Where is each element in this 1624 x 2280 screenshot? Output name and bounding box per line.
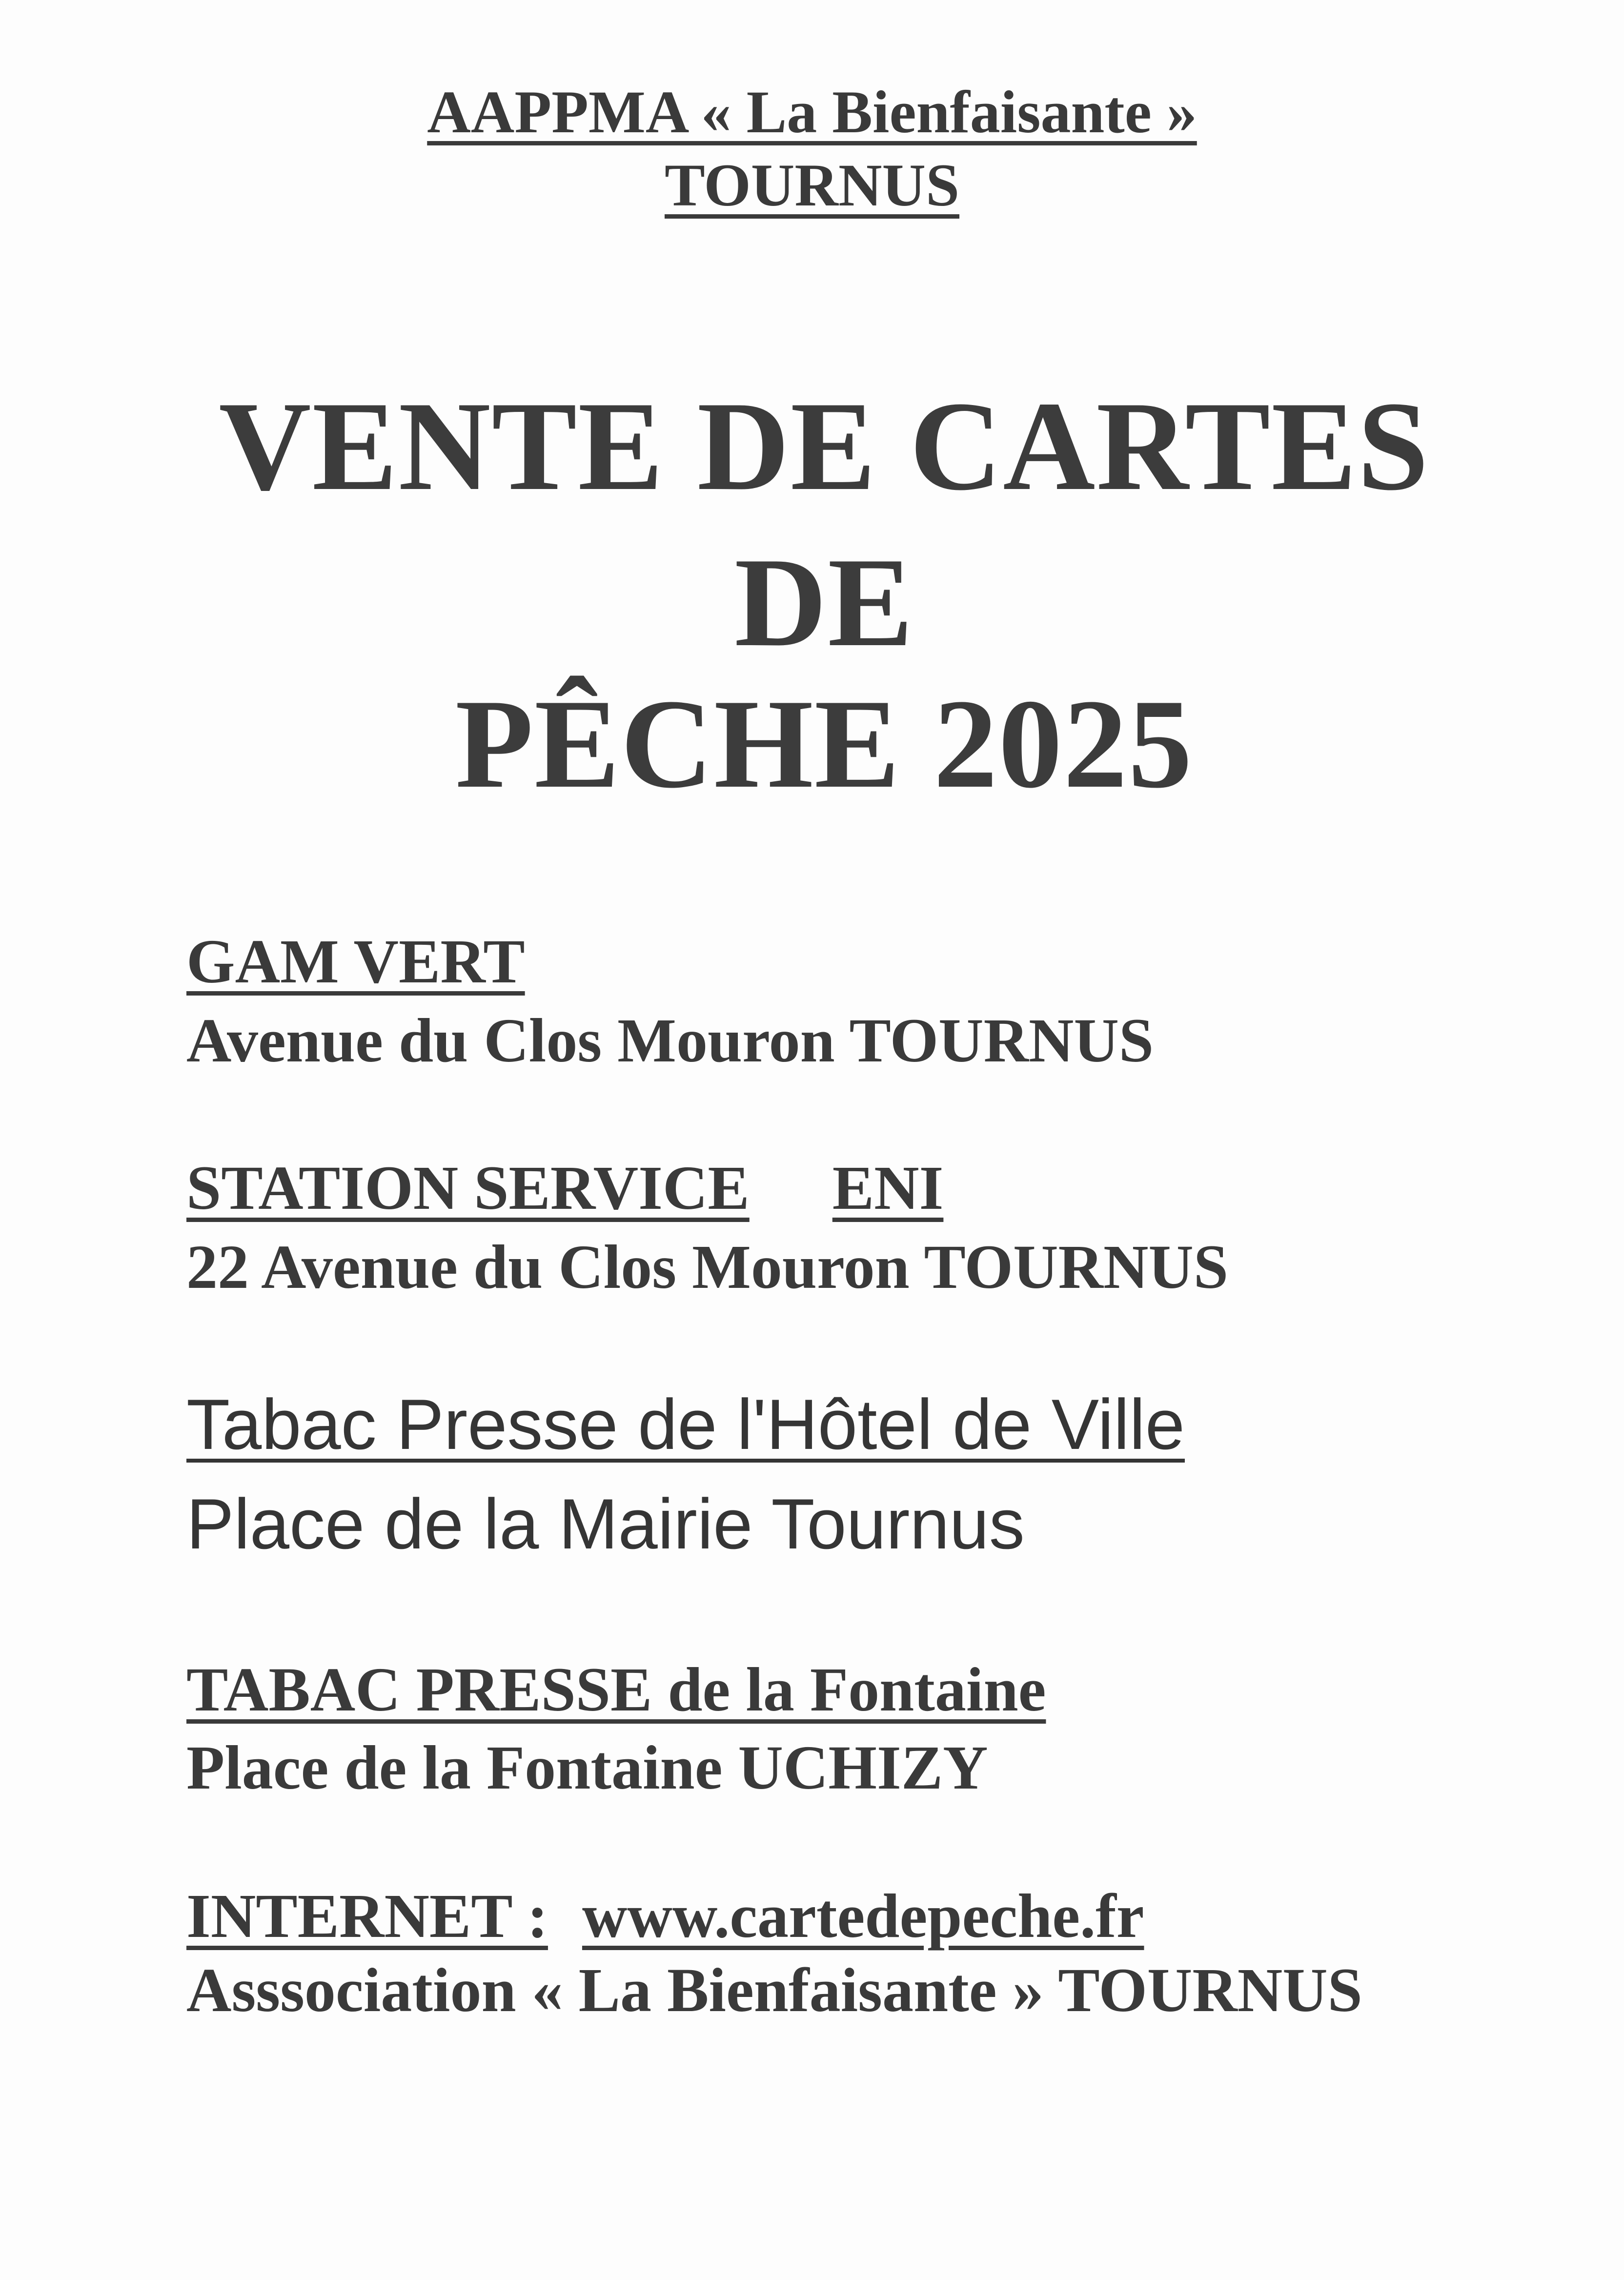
town-name: TOURNUS [664, 152, 960, 219]
internet-association: Asssociation « La Bienfaisante » TOURNUS [186, 1955, 1362, 2025]
header-town [0, 152, 1624, 219]
vendor-3-address: Place de la Mairie Tournus [186, 1484, 1025, 1564]
title-line-1: VENTE DE CARTES [219, 375, 1430, 517]
vendor-2-address: 22 Avenue du Clos Mouron TOURNUS [186, 1232, 1228, 1302]
vendor-4-name: TABAC PRESSE de la Fontaine [186, 1655, 1046, 1724]
association-name: AAPPMA « La Bienfaisante » [427, 79, 1197, 145]
title-line-3: PÊCHE 2025 [455, 673, 1194, 814]
vendor-2-name: STATION SERVICE ENI [186, 1153, 944, 1222]
vendor-4-address: Place de la Fontaine UCHIZY [186, 1733, 988, 1802]
vendor-1-name: GAM VERT [186, 927, 525, 996]
vendor-1-address: Avenue du Clos Mouron TOURNUS [186, 1006, 1154, 1075]
header-association [0, 79, 1624, 145]
internet-url: www.cartedepeche.fr [582, 1881, 1144, 1951]
title-line-2: DE [734, 531, 914, 673]
vendor-3-name: Tabac Presse de l'Hôtel de Ville [186, 1384, 1185, 1464]
internet-line [186, 1881, 1144, 1951]
internet-label: INTERNET : [186, 1881, 548, 1951]
